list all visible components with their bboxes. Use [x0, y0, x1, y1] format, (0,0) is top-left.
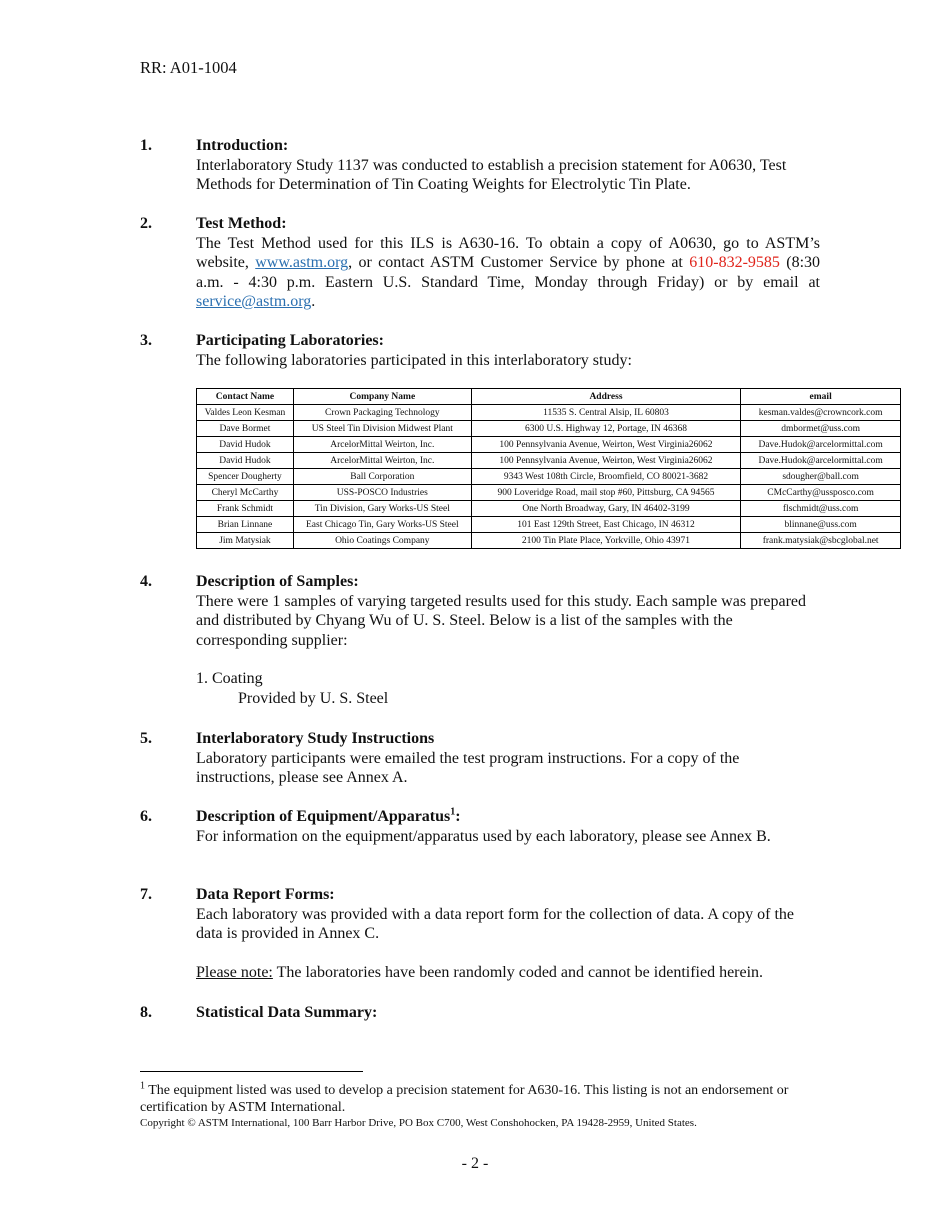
section-introduction: [140, 136, 820, 195]
table-cell: 100 Pennsylvania Avenue, Weirton, West Virginia26062: [471, 437, 741, 453]
table-cell: One North Broadway, Gary, IN 46402-3199: [471, 501, 741, 517]
section-ils-instructions: [140, 729, 820, 788]
sample-supplier: Provided by U. S. Steel: [238, 689, 389, 707]
table-row: [197, 533, 901, 549]
astm-website-link[interactable]: www.astm.org: [255, 254, 349, 271]
section-text: .: [311, 293, 316, 310]
table-header-row: [197, 389, 901, 405]
sample-item: 1. Coating: [196, 670, 263, 687]
section-text: The following laboratories participated in this interlaboratory study:: [196, 351, 632, 369]
copyright-line: Copyright © ASTM International, 100 Barr Harbor Drive, PO Box C700, West Conshohocken, PA 19428-2959, United States.: [140, 1117, 697, 1129]
section-number: 1.: [140, 137, 152, 154]
table-row: [197, 405, 901, 421]
table-cell: USS-POSCO Industries: [293, 485, 471, 501]
section-number: 5.: [140, 730, 152, 747]
table-cell: 100 Pennsylvania Avenue, Weirton, West Virginia26062: [471, 453, 741, 469]
table-cell: David Hudok: [197, 437, 294, 453]
section-title: Test Method:: [196, 215, 287, 232]
table-cell: Spencer Dougherty: [197, 469, 294, 485]
section-title: Participating Laboratories:: [196, 332, 384, 349]
table-cell: flschmidt@uss.com: [741, 501, 901, 517]
footnote-marker: 1: [140, 1080, 145, 1092]
table-cell: 11535 S. Central Alsip, IL 60803: [471, 405, 741, 421]
note-label: Please note:: [196, 963, 273, 981]
footnote: [140, 1082, 820, 1116]
table-cell: sdougher@ball.com: [741, 469, 901, 485]
table-cell: frank.matysiak@sbcglobal.net: [741, 533, 901, 549]
section-title-colon: :: [455, 808, 461, 825]
section-text: Each laboratory was provided with a data report form for the collection of data. A copy of the data is provided in Annex C.: [196, 905, 795, 942]
section-text: Laboratory participants were emailed the test program instructions. For a copy of the instructions, please see Annex A.: [196, 749, 740, 786]
laboratories-table: [196, 388, 901, 549]
table-cell: 6300 U.S. Highway 12, Portage, IN 46368: [471, 421, 741, 437]
report-id-header: RR: A01-1004: [140, 58, 237, 77]
footnote-divider: [140, 1071, 363, 1072]
section-description-of-samples: [140, 572, 820, 708]
service-email-link[interactable]: service@astm.org: [196, 293, 312, 310]
section-test-method: [140, 214, 820, 312]
table-cell: 900 Loveridge Road, mail stop #60, Pittsburg, CA 94565: [471, 485, 741, 501]
section-data-report-forms: [140, 885, 820, 982]
section-statistical-summary: [140, 1003, 820, 1023]
section-number: 8.: [140, 1004, 152, 1021]
table-cell: Jim Matysiak: [197, 533, 294, 549]
table-cell: Dave.Hudok@arcelormittal.com: [741, 453, 901, 469]
table-cell: 9343 West 108th Circle, Broomfield, CO 80021-3682: [471, 469, 741, 485]
sample-list: [196, 669, 816, 708]
column-header: email: [741, 389, 901, 405]
section-title: Description of Samples:: [196, 573, 359, 590]
section-title: Interlaboratory Study Instructions: [196, 730, 435, 747]
section-text: (8:30 a.m. - 4:30 p.m. Eastern U.S. Standard Time, Monday through Friday) or by email at: [196, 254, 821, 291]
please-note: [196, 963, 806, 983]
section-text: The Test Method used for this ILS is A630-16. To obtain a copy of A0630, go to ASTM’s website,: [196, 234, 820, 271]
section-title: [196, 807, 796, 827]
table-row: [197, 485, 901, 501]
section-number: 6.: [140, 808, 152, 825]
section-participating-labs: [140, 331, 820, 370]
column-header: Company Name: [293, 389, 471, 405]
section-number: 4.: [140, 573, 152, 590]
section-text: , or contact ASTM Customer Service by phone at: [348, 254, 690, 271]
table-cell: Dave Bormet: [197, 421, 294, 437]
section-number: 7.: [140, 886, 152, 903]
table-cell: Tin Division, Gary Works-US Steel: [293, 501, 471, 517]
page-number: - 2 -: [461, 1155, 489, 1172]
table-cell: 2100 Tin Plate Place, Yorkville, Ohio 43971: [471, 533, 741, 549]
section-title: Statistical Data Summary:: [196, 1004, 378, 1021]
table-cell: Brian Linnane: [197, 517, 294, 533]
table-cell: kesman.valdes@crowncork.com: [741, 405, 901, 421]
table-cell: Valdes Leon Kesman: [197, 405, 294, 421]
table-row: [197, 517, 901, 533]
table-cell: East Chicago Tin, Gary Works-US Steel: [293, 517, 471, 533]
table-cell: CMcCarthy@ussposco.com: [741, 485, 901, 501]
table-cell: ArcelorMittal Weirton, Inc.: [293, 437, 471, 453]
section-text: For information on the equipment/apparatus used by each laboratory, please see Annex B.: [196, 827, 771, 845]
table-row: [197, 453, 901, 469]
table-row: [197, 469, 901, 485]
column-header: Contact Name: [197, 389, 294, 405]
section-number: 3.: [140, 332, 152, 349]
table-cell: David Hudok: [197, 453, 294, 469]
note-text: The laboratories have been randomly coded and cannot be identified herein.: [272, 963, 764, 981]
footnote-ref: 1: [450, 806, 456, 818]
table-cell: US Steel Tin Division Midwest Plant: [293, 421, 471, 437]
phone-number: 610-832-9585: [689, 254, 780, 271]
table-cell: blinnane@uss.com: [741, 517, 901, 533]
table-cell: Dave.Hudok@arcelormittal.com: [741, 437, 901, 453]
section-equipment: [140, 807, 820, 846]
table-cell: dmbormet@uss.com: [741, 421, 901, 437]
section-text: Interlaboratory Study 1137 was conducted to establish a precision statement for A0630, Test Methods for Determination of Tin Coating Weights for Electrolytic Tin Plate.: [196, 156, 787, 193]
table-cell: Frank Schmidt: [197, 501, 294, 517]
table-cell: Ohio Coatings Company: [293, 533, 471, 549]
table-cell: Crown Packaging Technology: [293, 405, 471, 421]
table-cell: 101 East 129th Street, East Chicago, IN 46312: [471, 517, 741, 533]
table-row: [197, 501, 901, 517]
table-cell: Ball Corporation: [293, 469, 471, 485]
table-cell: ArcelorMittal Weirton, Inc.: [293, 453, 471, 469]
section-title: Introduction:: [196, 137, 289, 154]
footnote-text: The equipment listed was used to develop a precision statement for A630-16. This listing is not an endorsement or certification by ASTM International.: [140, 1083, 789, 1115]
section-text: There were 1 samples of varying targeted results used for this study. Each sample was prepared and distributed by Chyang Wu of U. S. Steel. Below is a list of the samples with the corresponding supplier:: [196, 592, 807, 649]
column-header: Address: [471, 389, 741, 405]
section-title-text: Description of Equipment/Apparatus: [196, 808, 451, 825]
table-row: [197, 421, 901, 437]
table-row: [197, 437, 901, 453]
section-number: 2.: [140, 215, 152, 232]
table-cell: Cheryl McCarthy: [197, 485, 294, 501]
section-title: Data Report Forms:: [196, 886, 335, 903]
